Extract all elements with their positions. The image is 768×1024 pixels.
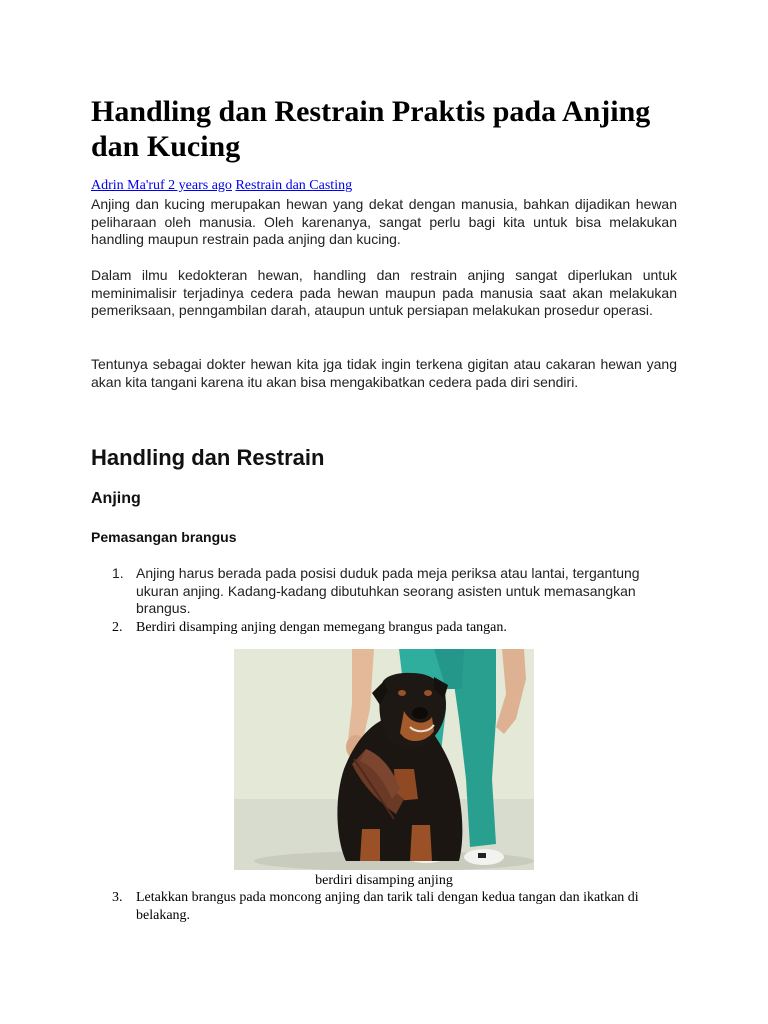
list-item-text: Letakkan brangus pada moncong anjing dan tarik tali dengan kedua tangan dan ikatkan di belakang.: [136, 890, 639, 923]
list-number: 2.: [112, 620, 123, 635]
intro-paragraph: Anjing dan kucing merupakan hewan yang dekat dengan manusia, bahkan dijadikan hewan peliharaan oleh manusia. Oleh karenanya, sangat perlu bagi kita untuk bisa melakukan handling maupun restrain pada anjing dan kucing.: [91, 196, 677, 247]
list-item-text: Anjing harus berada pada posisi duduk pada meja periksa atau lantai, tergantung ukuran anjing. Kadang-kadang dibutuhkan seorang asisten untuk memasangkan brangus.: [136, 565, 640, 616]
list-item-text: Berdiri disamping anjing dengan memegang brangus pada tangan.: [136, 620, 507, 635]
author-link[interactable]: Adrin Ma'ruf 2 years ago: [91, 178, 232, 193]
list-number: 1.: [112, 565, 124, 581]
paragraph-3: Tentunya sebagai dokter hewan kita jga tidak ingin terkena gigitan atau cakaran hewan yang akan kita tangani karena itu akan bisa mengakibatkan cedera pada diri sendiri.: [91, 356, 677, 390]
section-heading: Handling dan Restrain: [91, 445, 325, 470]
subsection-heading: Anjing: [91, 490, 141, 507]
article-meta: [91, 177, 352, 194]
dog-muzzle-photo: [234, 649, 534, 870]
paragraph-2: Dalam ilmu kedokteran hewan, handling dan restrain anjing sangat diperlukan untuk meminimalisir terjadinya cedera pada hewan maupun pada manusia saat akan melakukan pemeriksaan, penngambilan darah, ataupun untuk persiapan melakukan prosedur operasi.: [91, 267, 677, 318]
figure-caption: berdiri disamping anjing: [315, 873, 453, 888]
list-number: 3.: [112, 890, 123, 905]
category-link[interactable]: Restrain dan Casting: [235, 178, 353, 193]
subsubsection-heading: Pemasangan brangus: [91, 529, 237, 545]
article-title: Handling dan Restrain Praktis pada Anjing dan Kucing: [91, 95, 651, 163]
